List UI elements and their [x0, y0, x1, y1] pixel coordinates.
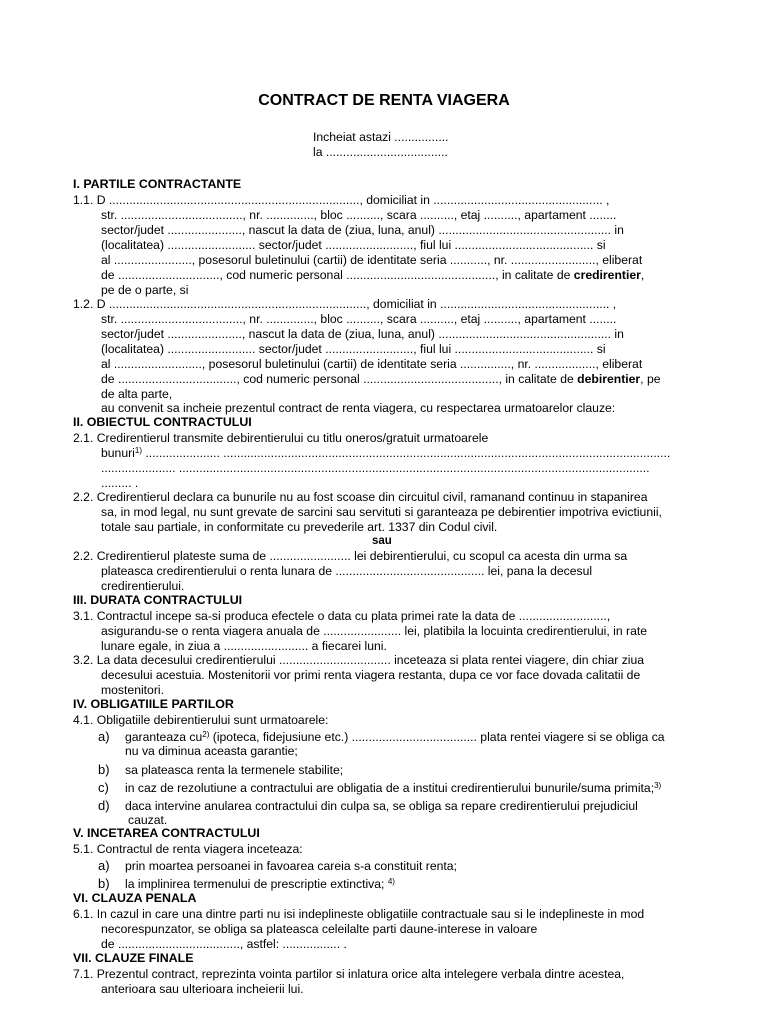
clause-1-1-line: sector/judet ......................, nascut la data de (ziua, luna, anul) ................................................... in [101, 223, 624, 237]
list-text: in caz de rezolutiune a contractului are obligatia de a institui credirentierului bunurile/suma primita; [125, 781, 655, 795]
clause-text: de ..................................., cod numeric personal ........................................, in calitate de [101, 372, 574, 386]
section-heading-final: VII. CLAUZE FINALE [73, 951, 194, 965]
clause-2-1-line: ...................... ........................................................................................................................................... [101, 461, 650, 475]
role-debirentier: debirentier [577, 372, 641, 386]
clause-2-1-line: 2.1. Credirentierul transmite debirentierului cu titlu oneros/gratuit urmatoarele [73, 431, 489, 445]
clause-3-2-line: 3.2. La data decesului credirentierului ................................. inceteaza si plata rentei viagere, din chiar ziua [73, 653, 645, 667]
section-heading-parties: I. PARTILE CONTRACTANTE [73, 177, 242, 191]
footnote-ref: 1) [134, 446, 143, 455]
list-marker: d) [98, 798, 110, 813]
clause-text: bunuri [101, 446, 135, 460]
clause-6-1-line: necorespunzator, se obliga sa plateasca celeilalte parti daune-interese in valoare [101, 922, 538, 936]
clause-text: ...................... .................................................................................................................................... [142, 446, 671, 460]
clause-3-1-line: lunare egale, in ziua a ......................... a fiecarei luni. [101, 639, 387, 653]
list-marker: a) [98, 729, 110, 744]
clause-1-2-line: de alta parte, [101, 387, 173, 401]
clause-6-1-line: de ...................................., astfel: ................. . [101, 937, 347, 951]
clause-2-2-alt-line: plateasca credirentierului o renta lunara de ............................................ lei, pana la decesul [101, 564, 593, 578]
list-marker: c) [98, 780, 109, 795]
clause-2-2-line: sa, in mod legal, nu sunt grevate de sarcini sau servituti si garanteaza pe debirentier impotriva evictiunii, [101, 505, 662, 519]
list-item [98, 780, 661, 796]
clause-1-2-line: str. ...................................., nr. .............., bloc .........., scara .........., etaj .........., apartament ........ [101, 312, 617, 326]
list-item [98, 729, 665, 745]
clause-2-2-alt-line: 2.2. Credirentierul plateste suma de ........................ lei debirentierului, cu scopul ca acesta din urma sa [73, 549, 628, 563]
list-item [98, 876, 395, 892]
footnote-ref: 3) [654, 781, 662, 790]
clause-3-2-line: mostenitori. [101, 683, 164, 697]
document-title: CONTRACT DE RENTA VIAGERA [258, 92, 510, 109]
section-heading-object: II. OBIECTUL CONTRACTULUI [73, 415, 252, 429]
clause-7-1-line: 7.1. Prezentul contract, reprezinta vointa partilor si inlatura orice alta intelegere verbala dintre acestea, [73, 967, 625, 981]
list-text: daca intervine anularea contractului din culpa sa, se obliga sa repare credirentierului prejudiciul [125, 799, 638, 813]
punctuation: , [640, 268, 645, 282]
clause-6-1-line: 6.1. In cazul in care una dintre parti nu isi indeplineste obligatiile contractuale sau si le indeplineste in mod [73, 907, 645, 921]
clause-1-1-line [101, 268, 644, 283]
list-marker: a) [98, 858, 110, 873]
clause-4-1-line: 4.1. Obligatiile debirentierului sunt urmatoarele: [73, 713, 329, 727]
section-heading-duration: III. DURATA CONTRACTULUI [73, 593, 243, 607]
agreement-line: au convenit sa incheie prezentul contract de renta viagera, cu respectarea urmatoarelor clauze: [101, 401, 616, 415]
clause-7-1-line: anterioara sau ulterioara incheierii lui. [101, 982, 304, 996]
clause-1-2-line: sector/judet ......................, nascut la data de (ziua, luna, anul) ................................................... in [101, 327, 624, 341]
clause-3-1-line: 3.1. Contractul incepe sa-si produca efectele o data cu plata primei rate la data de .........................., [73, 609, 611, 623]
clause-1-2-line: al .........................., posesorul buletinului (cartii) de identitate seria ..............., nr. .................., eliberat [101, 357, 643, 371]
clause-1-1-line: str. ...................................., nr. .............., bloc .........., scara .........., etaj .........., apartament ........ [101, 208, 617, 222]
clause-3-2-line: decesului acestuia. Mostenitorii vor primi renta viagera restanta, dupa ce vor face dovada calitatii de [101, 668, 641, 682]
clause-1-1-line: (localitatea) .......................... sector/judet .........................., fiul lui ......................................... si [101, 238, 606, 252]
list-marker: b) [98, 876, 110, 891]
alternative-separator: sau [372, 535, 392, 547]
clause-5-1-line: 5.1. Contractul de renta viagera inceteaza: [73, 842, 303, 856]
list-text: sa plateasca renta la termenele stabilite; [125, 763, 344, 777]
list-item [98, 798, 638, 814]
clause-text: de .............................., cod numeric personal ............................................, in calitate de [101, 268, 571, 282]
clause-1-2-line: 1.2. D ............................................................................, domiciliat in .................................................. , [73, 297, 617, 311]
clause-1-1-line: pe de o parte, si [101, 283, 189, 297]
clause-1-2-line: (localitatea) .......................... sector/judet .........................., fiul lui ......................................... si [101, 342, 606, 356]
clause-2-2-line: 2.2. Credirentierul declara ca bunurile nu au fost scoase din circuitul civil, ramanand continuu in stapanirea [73, 490, 648, 504]
clause-2-2-line: totale sau partiale, in conformitate cu prevederile art. 1337 din Codul civil. [101, 520, 498, 534]
section-heading-obligations: IV. OBLIGATIILE PARTILOR [73, 697, 234, 711]
list-text: prin moartea persoanei in favoarea careia s-a constituit renta; [125, 859, 457, 873]
clause-2-1-line [101, 446, 670, 461]
list-item [98, 858, 457, 874]
clause-2-1-line: ......... . [101, 476, 139, 490]
clause-1-1-line: 1.1. D .........................................................................., domiciliat in .................................................. , [73, 193, 610, 207]
clause-2-2-alt-line: credirentierului. [101, 579, 185, 593]
intro-date-line: Incheiat astazi ................ [313, 130, 449, 144]
section-heading-termination: V. INCETAREA CONTRACTULUI [73, 826, 260, 840]
role-credirentier: credirentier [573, 268, 641, 282]
punctuation: , pe [640, 372, 661, 386]
section-heading-penalty: VI. CLAUZA PENALA [73, 891, 197, 905]
footnote-ref: 4) [387, 877, 395, 886]
list-text: (ipoteca, fidejusiune etc.) ..................................... plata rentei viagere si se obliga ca [209, 730, 665, 744]
clause-1-1-line: al ......................., posesorul buletinului (cartii) de identitate seria ..........., nr. ........................., eliberat [101, 253, 643, 267]
list-text: la implinirea termenului de prescriptie extinctiva; [125, 877, 385, 891]
clause-3-1-line: asigurandu-se o renta viagera anuala de ....................... lei, platibila la locuinta credirentierului, in rate [101, 624, 648, 638]
list-item [98, 762, 343, 778]
list-text: garanteaza cu [125, 730, 203, 744]
intro-place-line: la .................................... [313, 145, 448, 159]
footnote-ref: 2) [202, 730, 210, 739]
list-marker: b) [98, 762, 110, 777]
list-item-continuation: nu va diminua aceasta garantie; [125, 744, 298, 758]
clause-1-2-line [101, 372, 661, 387]
list-item-continuation: cauzat. [128, 813, 168, 827]
